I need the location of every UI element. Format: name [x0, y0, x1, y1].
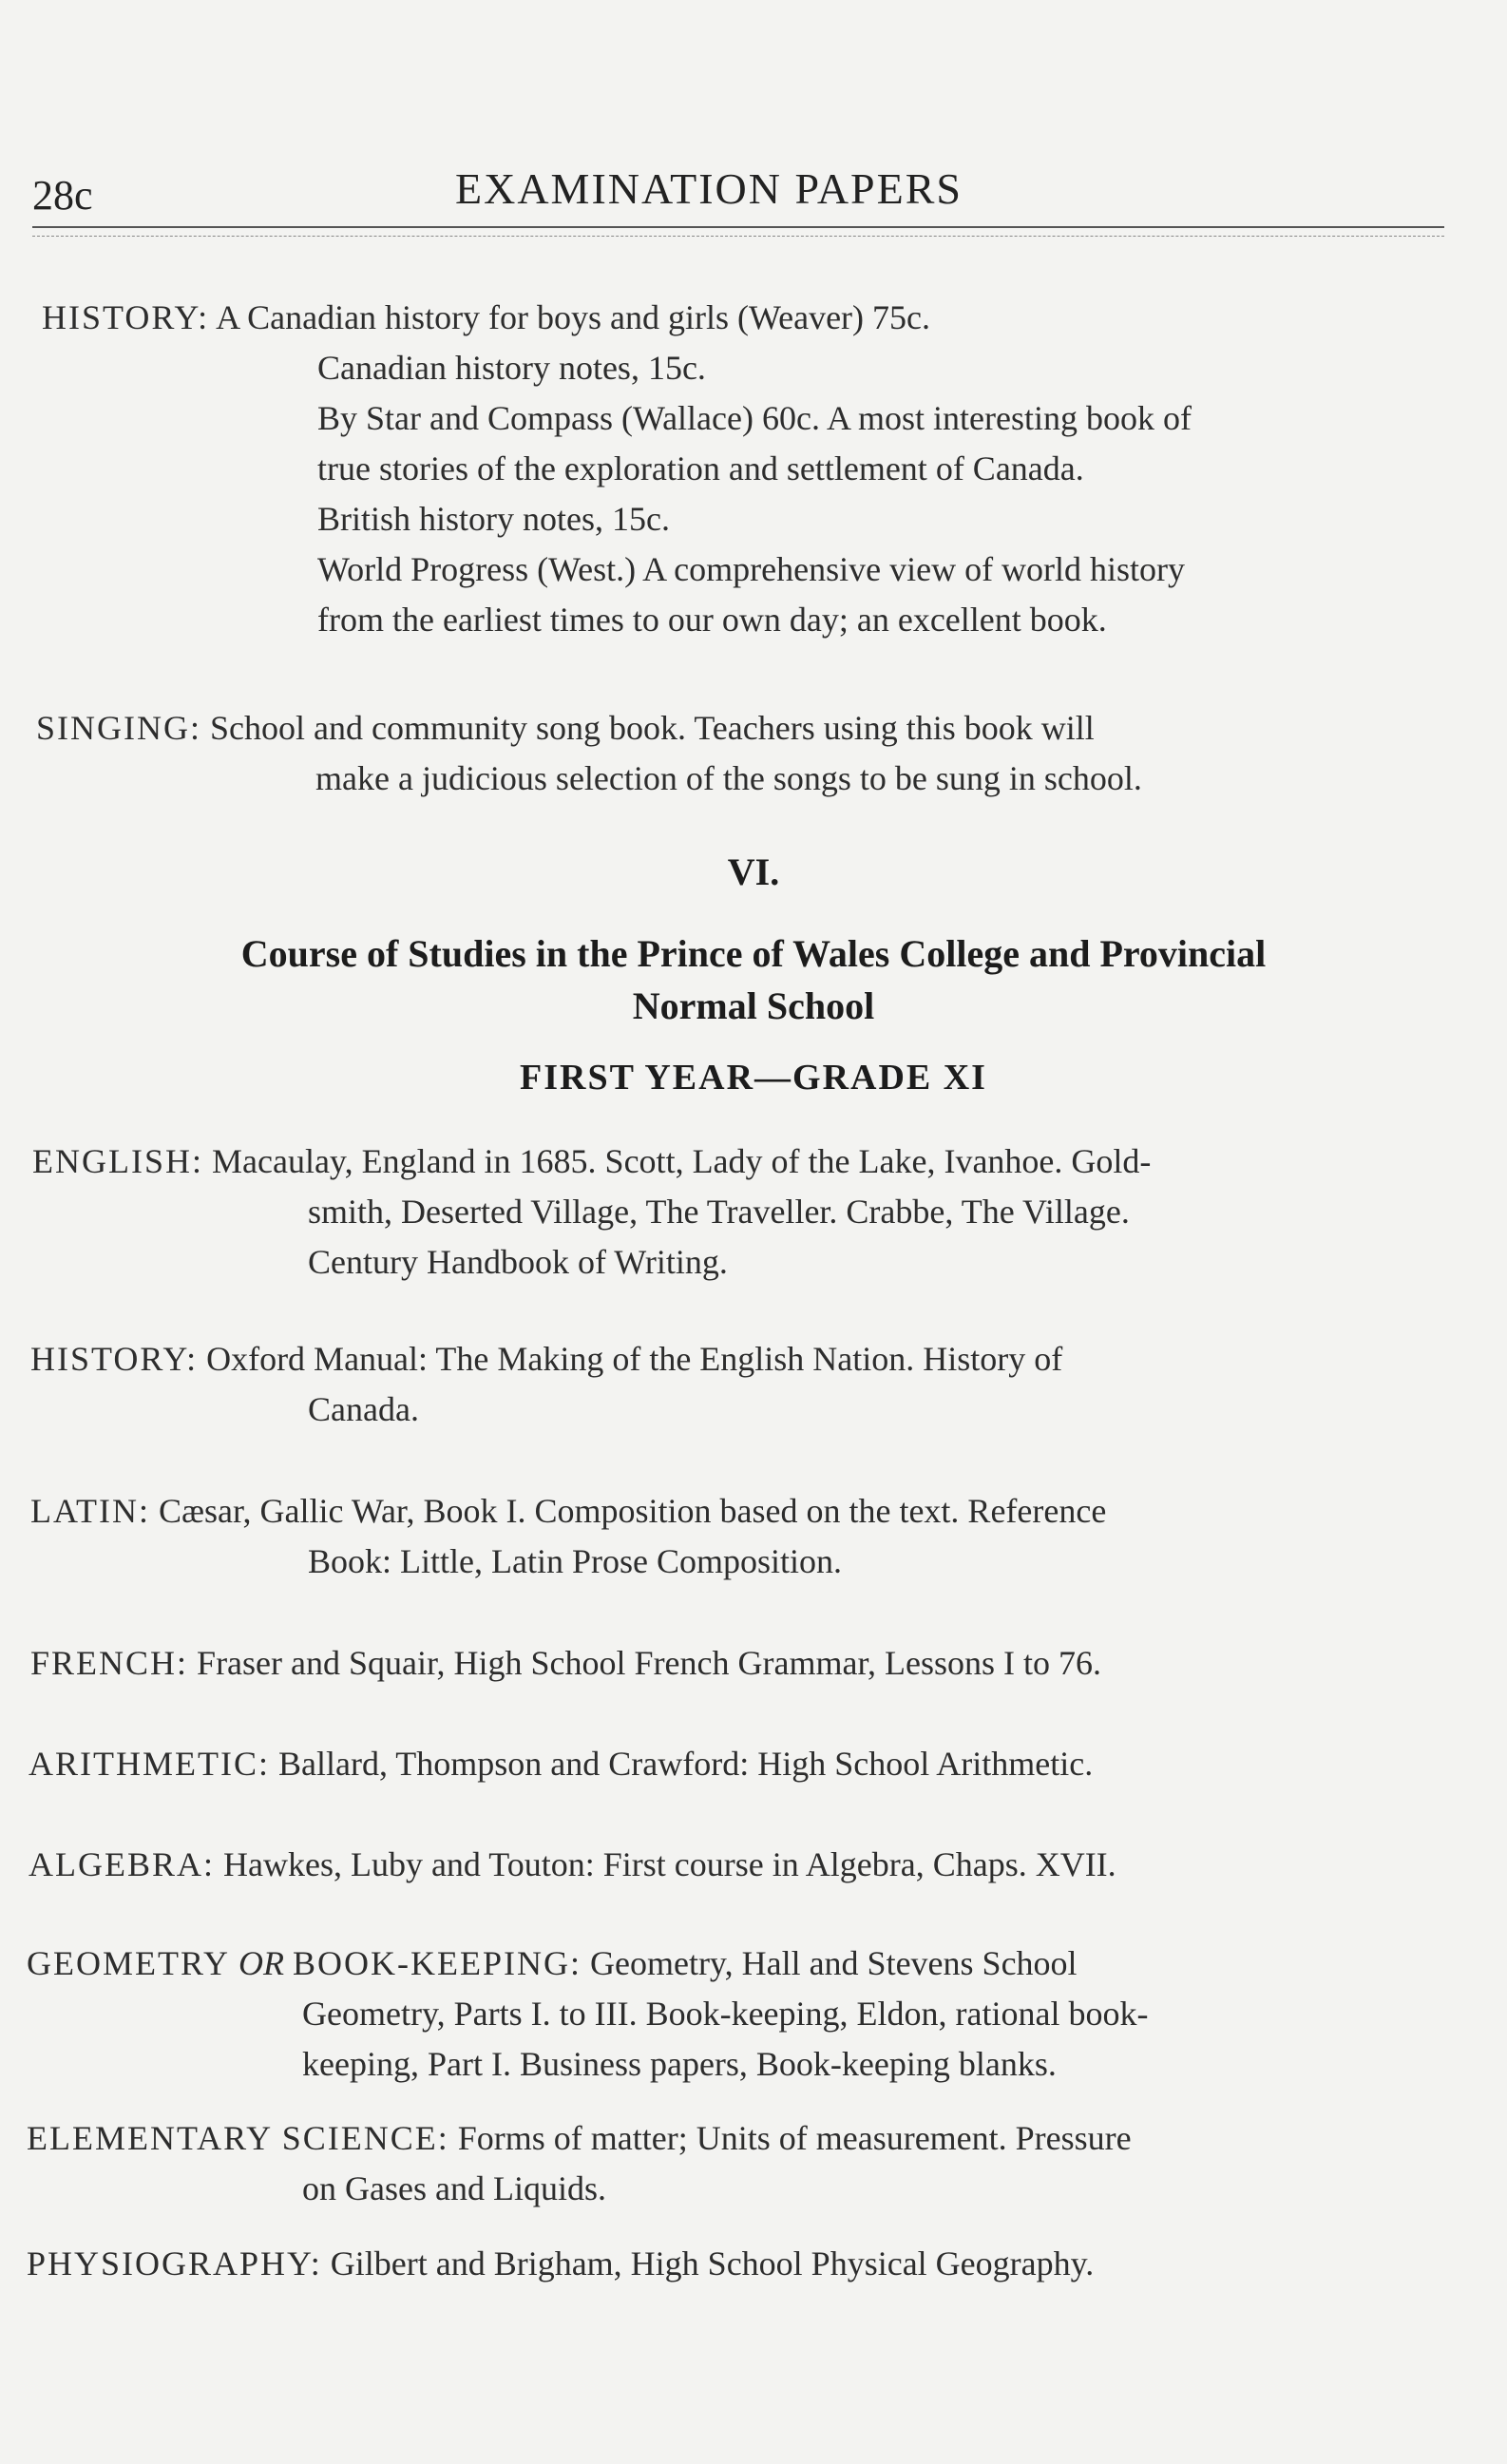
entry-line: keeping, Part I. Business papers, Book-keeping blanks.	[302, 2045, 1057, 2083]
singing-entry	[36, 703, 1471, 804]
entry-label: SINGING:	[36, 709, 201, 747]
entry-line: smith, Deserted Village, The Traveller. Crabbe, The Village.	[308, 1193, 1130, 1231]
physiography-entry	[27, 2239, 1480, 2289]
entry-line: By Star and Compass (Wallace) 60c. A most interesting book of	[317, 399, 1192, 437]
entry-line: School and community song book. Teachers using this book will	[210, 709, 1095, 747]
entry-label: GEOMETRY	[27, 1944, 230, 1982]
entry-line: Ballard, Thompson and Crawford: High School Arithmetic.	[277, 1745, 1094, 1783]
running-head: EXAMINATION PAPERS	[455, 164, 963, 213]
arithmetic-entry	[29, 1739, 1473, 1789]
entry-line: true stories of the exploration and settlement of Canada.	[317, 449, 1084, 487]
entry-line: Book: Little, Latin Prose Composition.	[308, 1542, 842, 1580]
entry-label: PHYSIOGRAPHY:	[27, 2244, 322, 2283]
entry-label: HISTORY:	[30, 1340, 199, 1378]
entry-line: World Progress (West.) A comprehensive view of world history	[317, 550, 1186, 588]
header-rule-dashed	[32, 236, 1444, 237]
page-number: 28c	[32, 172, 93, 219]
entry-line: make a judicious selection of the songs to be sung in school.	[315, 759, 1142, 797]
entry-label: ALGEBRA:	[29, 1845, 215, 1883]
page-header	[32, 163, 1444, 230]
entry-line: A Canadian history for boys and girls (Weaver) 75c.	[216, 298, 930, 336]
entry-label: LATIN:	[30, 1492, 150, 1530]
entry-line: Macaulay, England in 1685. Scott, Lady of the Lake, Ivanhoe. Gold-	[212, 1142, 1152, 1180]
entry-line: Canada.	[308, 1390, 419, 1428]
geometry-entry	[27, 1939, 1480, 2090]
entry-line: Century Handbook of Writing.	[308, 1243, 728, 1281]
entry-label: ENGLISH:	[32, 1142, 203, 1180]
entry-line: British history notes, 15c.	[317, 500, 670, 538]
entry-line: Forms of matter; Units of measurement. Pressure	[457, 2119, 1132, 2157]
entry-label: HISTORY:	[42, 298, 210, 336]
entry-line: on Gases and Liquids.	[302, 2169, 606, 2207]
entry-line: Canadian history notes, 15c.	[317, 349, 706, 387]
entry-line: Hawkes, Luby and Touton: First course in Algebra, Chaps. XVII.	[223, 1845, 1116, 1883]
entry-label: FRENCH:	[30, 1644, 189, 1682]
latin-entry	[30, 1486, 1475, 1587]
entry-label: ELEMENTARY SCIENCE:	[27, 2119, 449, 2157]
section-title-line-2: Normal School	[632, 984, 875, 1027]
section-subtitle: FIRST YEAR—GRADE XI	[520, 1058, 987, 1098]
entry-label: BOOK-KEEPING:	[293, 1944, 582, 1982]
entry-line: Cæsar, Gallic War, Book I. Composition based on the text. Reference	[158, 1492, 1107, 1530]
history-top-entry	[42, 293, 1467, 645]
algebra-entry	[29, 1840, 1473, 1890]
header-rule	[32, 226, 1444, 228]
entry-label-or: OR	[238, 1944, 284, 1982]
french-entry	[30, 1638, 1475, 1689]
entry-line: Oxford Manual: The Making of the English Nation. History of	[206, 1340, 1063, 1378]
section-numeral: VI.	[727, 850, 780, 893]
entry-line: from the earliest times to our own day; an excellent book.	[317, 601, 1107, 639]
entry-line: Fraser and Squair, High School French Grammar, Lessons I to 76.	[197, 1644, 1101, 1682]
english-entry	[32, 1136, 1477, 1288]
entry-line: Gilbert and Brigham, High School Physical Geography.	[330, 2244, 1095, 2283]
history-entry	[30, 1334, 1475, 1435]
entry-line: Geometry, Parts I. to III. Book-keeping, Eldon, rational book-	[302, 1995, 1149, 2033]
science-entry	[27, 2113, 1480, 2214]
entry-line: Geometry, Hall and Stevens School	[589, 1944, 1078, 1982]
entry-label: ARITHMETIC:	[29, 1745, 270, 1783]
section-title-line-1: Course of Studies in the Prince of Wales College and Provincial	[240, 932, 1267, 975]
